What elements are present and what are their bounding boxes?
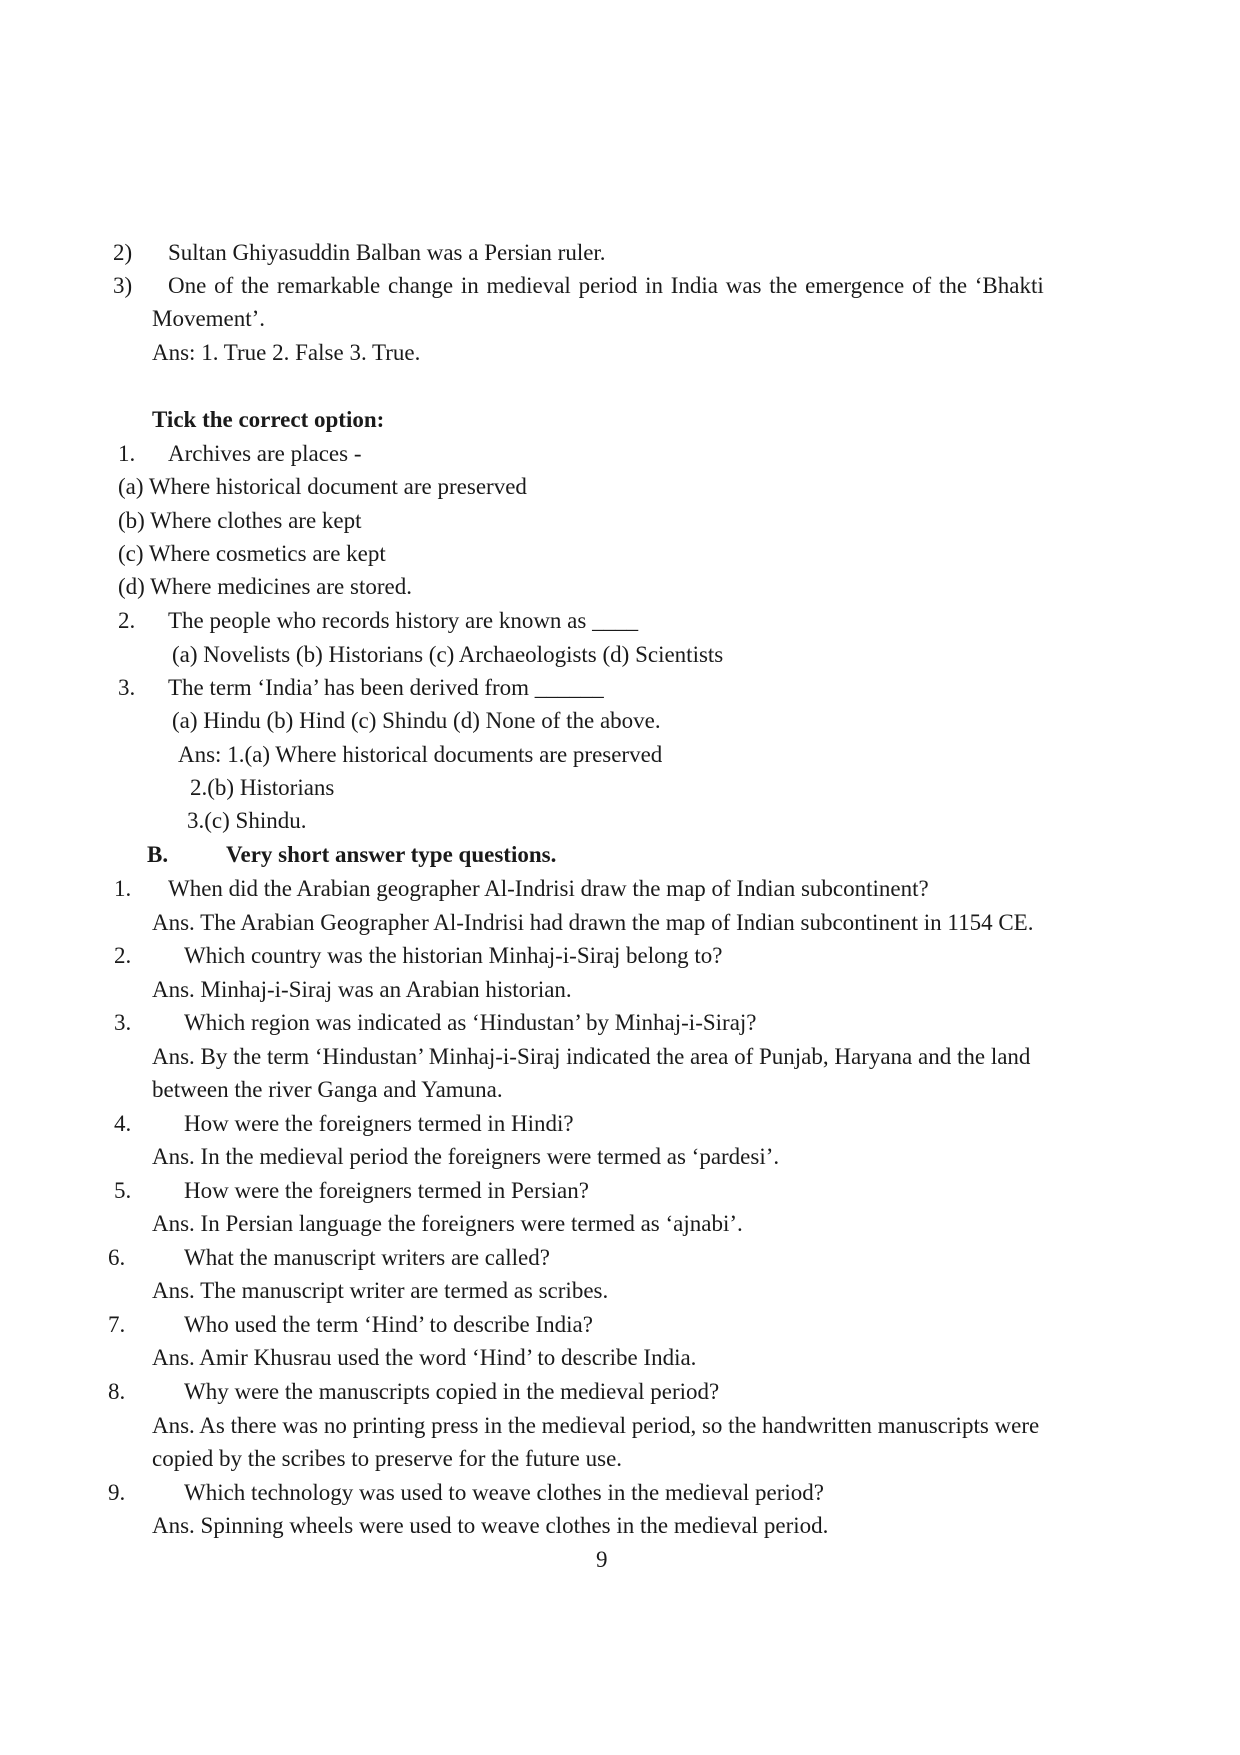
- qa-8-answer-line2: copied by the scribes to preserve for the future use.: [152, 1446, 623, 1471]
- mcq-q1-option-c: (c) Where cosmetics are kept: [118, 541, 386, 566]
- qa-2-question: Which country was the historian Minhaj-i-Siraj belong to?: [184, 943, 723, 968]
- section-b-label: B.: [147, 842, 169, 867]
- tf-item-3-text-line1: One of the remarkable change in medieval period in India was the emergence of the ‘Bhakti: [168, 273, 1044, 298]
- qa-7-number: 7.: [108, 1312, 126, 1337]
- qa-8-number: 8.: [108, 1379, 126, 1404]
- mcq-answer-2: 2.(b) Historians: [190, 775, 335, 800]
- qa-6-question: What the manuscript writers are called?: [184, 1245, 550, 1270]
- mcq-q2-number: 2.: [118, 608, 136, 633]
- qa-6-number: 6.: [108, 1245, 126, 1270]
- mcq-q3-text: The term ‘India’ has been derived from ______: [168, 675, 604, 700]
- mcq-q1-option-d: (d) Where medicines are stored.: [118, 574, 412, 599]
- tf-item-2-number: 2): [113, 240, 133, 265]
- qa-7-answer: Ans. Amir Khusrau used the word ‘Hind’ to describe India.: [152, 1345, 697, 1370]
- tf-item-2-text: Sultan Ghiyasuddin Balban was a Persian ruler.: [168, 240, 606, 265]
- qa-5-number: 5.: [114, 1178, 132, 1203]
- mcq-q1-number: 1.: [118, 441, 136, 466]
- qa-3-answer-line2: between the river Ganga and Yamuna.: [152, 1077, 503, 1102]
- section-b-heading: Very short answer type questions.: [226, 842, 557, 867]
- mcq-q2-options: (a) Novelists (b) Historians (c) Archaeologists (d) Scientists: [172, 642, 724, 667]
- qa-3-answer-line1: Ans. By the term ‘Hindustan’ Minhaj-i-Siraj indicated the area of Punjab, Haryana and the land: [152, 1044, 1031, 1069]
- qa-3-question: Which region was indicated as ‘Hindustan’ by Minhaj-i-Siraj?: [184, 1010, 757, 1035]
- mcq-q3-number: 3.: [118, 675, 136, 700]
- qa-5-question: How were the foreigners termed in Persian?: [184, 1178, 589, 1203]
- mcq-q1-option-a: (a) Where historical document are preserved: [118, 474, 527, 499]
- qa-4-number: 4.: [114, 1111, 132, 1136]
- qa-3-number: 3.: [114, 1010, 132, 1035]
- qa-4-answer: Ans. In the medieval period the foreigners were termed as ‘pardesi’.: [152, 1144, 780, 1169]
- qa-8-answer-line1: Ans. As there was no printing press in the medieval period, so the handwritten manuscripts were: [152, 1413, 1040, 1438]
- page-number: 9: [596, 1547, 608, 1572]
- qa-2-number: 2.: [114, 943, 132, 968]
- qa-5-answer: Ans. In Persian language the foreigners were termed as ‘ajnabi’.: [152, 1211, 743, 1236]
- qa-1-question: When did the Arabian geographer Al-Indrisi draw the map of Indian subcontinent?: [168, 876, 929, 901]
- qa-1-number: 1.: [114, 876, 132, 901]
- qa-2-answer: Ans. Minhaj-i-Siraj was an Arabian historian.: [152, 977, 572, 1002]
- mcq-heading: Tick the correct option:: [152, 407, 385, 432]
- qa-1-answer: Ans. The Arabian Geographer Al-Indrisi had drawn the map of Indian subcontinent in 1154 CE.: [152, 910, 1034, 935]
- mcq-answer-1: Ans: 1.(a) Where historical documents are preserved: [178, 742, 663, 767]
- qa-9-number: 9.: [108, 1480, 126, 1505]
- qa-9-question: Which technology was used to weave clothes in the medieval period?: [184, 1480, 824, 1505]
- tf-answer: Ans: 1. True 2. False 3. True.: [152, 340, 421, 365]
- mcq-answer-3: 3.(c) Shindu.: [187, 808, 307, 833]
- mcq-q3-options: (a) Hindu (b) Hind (c) Shindu (d) None of the above.: [172, 708, 661, 733]
- qa-6-answer: Ans. The manuscript writer are termed as scribes.: [152, 1278, 609, 1303]
- mcq-q2-text: The people who records history are known as ____: [168, 608, 639, 633]
- tf-item-3-text-line2: Movement’.: [152, 306, 266, 331]
- qa-8-question: Why were the manuscripts copied in the medieval period?: [184, 1379, 720, 1404]
- mcq-q1-option-b: (b) Where clothes are kept: [118, 508, 362, 533]
- qa-4-question: How were the foreigners termed in Hindi?: [184, 1111, 574, 1136]
- qa-7-question: Who used the term ‘Hind’ to describe India?: [184, 1312, 593, 1337]
- mcq-q1-text: Archives are places -: [168, 441, 362, 466]
- qa-9-answer: Ans. Spinning wheels were used to weave clothes in the medieval period.: [152, 1513, 829, 1538]
- tf-item-3-number: 3): [113, 273, 133, 298]
